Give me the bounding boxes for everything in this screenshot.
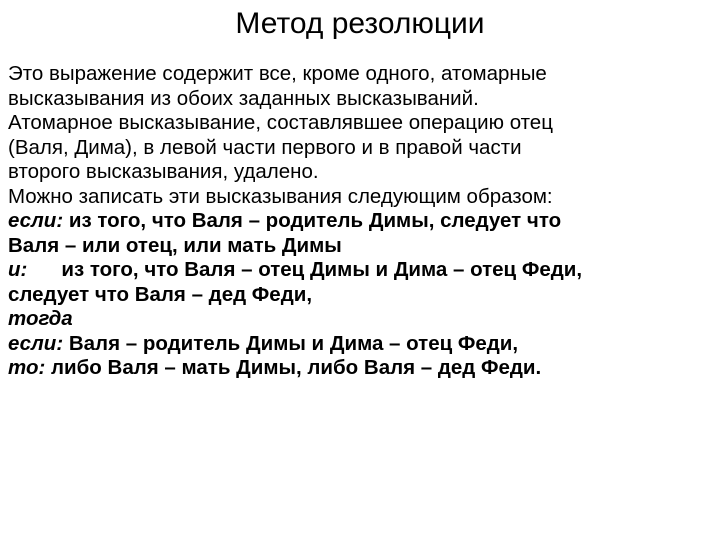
keyword-to: то:	[8, 356, 46, 379]
text-line: Можно записать эти высказывания следующим образом:	[8, 184, 553, 208]
text-line	[8, 258, 708, 283]
text-line: Атомарное высказывание, составлявшее операцию отец	[8, 111, 553, 134]
premise-2-text: из того, что Валя – отец Димы и Дима – отец Феди,	[61, 258, 583, 281]
keyword-and: и:	[8, 258, 28, 281]
paragraph-then	[8, 307, 708, 332]
text-line	[8, 331, 708, 357]
paragraph-premise-1	[8, 209, 708, 258]
paragraph-resolution-description	[8, 62, 708, 185]
keyword-if: если:	[8, 209, 64, 232]
slide-title: Метод резолюции	[235, 7, 485, 40]
conclusion-then-text: либо Валя – мать Димы, либо Валя – дед Феди.	[45, 356, 542, 379]
text-line: высказывания из обоих заданных высказываний.	[8, 86, 479, 110]
text-line: следует что Валя – дед Феди,	[8, 282, 313, 306]
text-line: второго высказывания, удалено.	[8, 160, 319, 183]
conclusion-if-text: Валя – родитель Димы и Дима – отец Феди,	[63, 331, 519, 355]
text-line: Валя – или отец, или мать Димы	[8, 233, 342, 257]
paragraph-conclusion-if	[8, 332, 708, 357]
premise-1-text: из того, что Валя – родитель Димы, следует что	[63, 209, 562, 232]
text-line	[8, 356, 708, 381]
paragraph-conclusion-then	[8, 356, 708, 381]
text-line	[8, 209, 708, 234]
slide-body	[8, 62, 708, 381]
keyword-then: тогда	[8, 307, 73, 330]
text-line: (Валя, Дима), в левой части первого и в правой части	[8, 135, 522, 159]
paragraph-premise-2	[8, 258, 708, 307]
text-line: Это выражение содержит все, кроме одного, атомарные	[8, 62, 547, 85]
paragraph-intro	[8, 185, 708, 210]
keyword-if: если:	[8, 331, 64, 355]
